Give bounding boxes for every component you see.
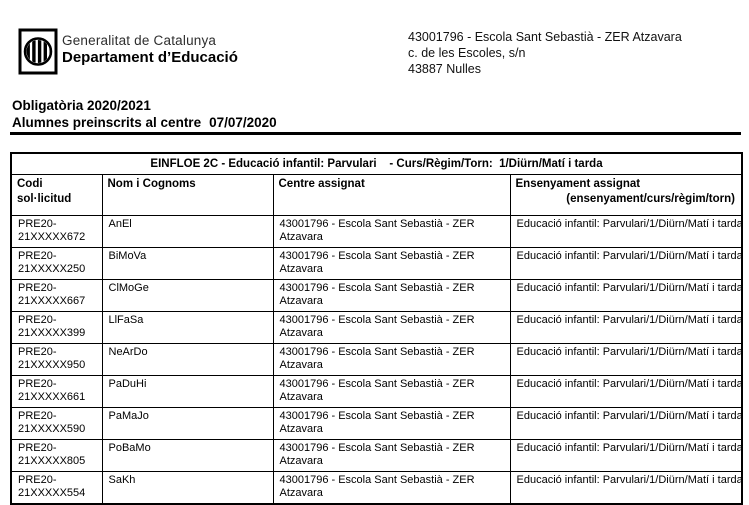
- col-header-centre: Centre assignat: [273, 175, 510, 216]
- cell-ensenyament: Educació infantil: Parvulari/1/Diürn/Matí i tarda: [510, 440, 742, 472]
- table-row: [11, 312, 742, 344]
- cell-centre: [273, 376, 510, 408]
- cell-centre: [273, 248, 510, 280]
- centre-line1: 43001796 - Escola Sant Sebastià - ZER: [279, 378, 475, 390]
- cell-ensenyament: Educació infantil: Parvulari/1/Diürn/Matí i tarda: [510, 376, 742, 408]
- cell-centre: [273, 344, 510, 376]
- centre-line1: 43001796 - Escola Sant Sebastià - ZER: [279, 282, 475, 294]
- codi-line1: PRE20-: [18, 218, 57, 230]
- cell-centre: [273, 312, 510, 344]
- codi-line2: 21XXXXX399: [18, 327, 86, 339]
- codi-line2: 21XXXXX950: [18, 359, 86, 371]
- table-row: [11, 216, 742, 248]
- centre-line2: Atzavara: [279, 295, 323, 307]
- table-row: [11, 408, 742, 440]
- centre-line1: 43001796 - Escola Sant Sebastià - ZER: [279, 346, 475, 358]
- cell-ensenyament: Educació infantil: Parvulari/1/Diürn/Matí i tarda: [510, 312, 742, 344]
- cell-centre: [273, 440, 510, 472]
- centre-line1: 43001796 - Escola Sant Sebastià - ZER: [279, 314, 475, 326]
- cell-codi: [11, 216, 102, 248]
- table-row: [11, 280, 742, 312]
- title-divider-rule: [10, 132, 741, 135]
- org-name-line2: Departament d’Educació: [62, 49, 238, 66]
- codi-line2: 21XXXXX661: [18, 391, 86, 403]
- centre-line1: 43001796 - Escola Sant Sebastià - ZER: [279, 410, 475, 422]
- cell-centre: [273, 216, 510, 248]
- table-header-row: [11, 175, 742, 216]
- org-name-line1: Generalitat de Catalunya: [62, 33, 217, 48]
- centre-line1: 43001796 - Escola Sant Sebastià - ZER: [279, 218, 475, 230]
- centre-line1: 43001796 - Escola Sant Sebastià - ZER: [279, 442, 475, 454]
- centre-line2: Atzavara: [279, 327, 323, 339]
- group-title: EINFLOE 2C - Educació infantil: Parvulari - Curs/Règim/Torn: 1/Diürn/Matí i tarda: [11, 153, 742, 175]
- cell-codi: [11, 344, 102, 376]
- centre-line2: Atzavara: [279, 263, 323, 275]
- table-row: [11, 472, 742, 505]
- group-title-row: [11, 153, 742, 175]
- col-header-codi-line1: Codi: [17, 178, 43, 190]
- codi-line1: PRE20-: [18, 314, 57, 326]
- cell-nom: LlFaSa: [102, 312, 273, 344]
- cell-codi: [11, 376, 102, 408]
- codi-line2: 21XXXXX250: [18, 263, 86, 275]
- cell-nom: PaDuHi: [102, 376, 273, 408]
- cell-nom: NeArDo: [102, 344, 273, 376]
- col-header-nom: Nom i Cognoms: [102, 175, 273, 216]
- cell-codi: [11, 472, 102, 505]
- cell-codi: [11, 440, 102, 472]
- codi-line2: 21XXXXX805: [18, 455, 86, 467]
- preinscrits-table: [10, 152, 743, 505]
- report-title-block: [12, 97, 277, 131]
- school-street: c. de les Escoles, s/n: [408, 46, 526, 60]
- report-title-line2: [12, 114, 277, 131]
- cell-codi: [11, 312, 102, 344]
- cell-codi: [11, 280, 102, 312]
- codi-line1: PRE20-: [18, 474, 57, 486]
- centre-line2: Atzavara: [279, 359, 323, 371]
- cell-nom: SaKh: [102, 472, 273, 505]
- col-header-ensenyament: [510, 175, 742, 216]
- school-address-block: [408, 29, 682, 77]
- centre-line2: Atzavara: [279, 455, 323, 467]
- cell-nom: BiMoVa: [102, 248, 273, 280]
- codi-line1: PRE20-: [18, 378, 57, 390]
- cell-ensenyament: Educació infantil: Parvulari/1/Diürn/Matí i tarda: [510, 248, 742, 280]
- generalitat-logo: [18, 28, 58, 75]
- org-name-block: [62, 33, 238, 66]
- col-header-ens-line2: (ensenyament/curs/règim/torn): [566, 193, 735, 205]
- centre-line2: Atzavara: [279, 487, 323, 499]
- centre-line2: Atzavara: [279, 231, 323, 243]
- cell-centre: [273, 472, 510, 505]
- codi-line2: 21XXXXX590: [18, 423, 86, 435]
- table-row: [11, 376, 742, 408]
- cell-nom: ClMoGe: [102, 280, 273, 312]
- school-name: 43001796 - Escola Sant Sebastià - ZER Atzavara: [408, 30, 682, 44]
- cell-ensenyament: Educació infantil: Parvulari/1/Diürn/Matí i tarda: [510, 344, 742, 376]
- report-subtitle: Alumnes preinscrits al centre: [12, 115, 202, 130]
- cell-nom: PaMaJo: [102, 408, 273, 440]
- centre-line2: Atzavara: [279, 423, 323, 435]
- codi-line2: 21XXXXX554: [18, 487, 86, 499]
- centre-line2: Atzavara: [279, 391, 323, 403]
- cell-ensenyament: Educació infantil: Parvulari/1/Diürn/Matí i tarda: [510, 408, 742, 440]
- codi-line2: 21XXXXX667: [18, 295, 86, 307]
- col-header-codi-line2: sol·licitud: [17, 193, 72, 205]
- cell-ensenyament: Educació infantil: Parvulari/1/Diürn/Matí i tarda: [510, 216, 742, 248]
- report-date: 07/07/2020: [209, 115, 277, 130]
- school-city: 43887 Nulles: [408, 62, 481, 76]
- codi-line1: PRE20-: [18, 346, 57, 358]
- senyera-icon: [18, 28, 58, 75]
- codi-line1: PRE20-: [18, 442, 57, 454]
- report-title-line1: Obligatòria 2020/2021: [12, 98, 151, 113]
- cell-nom: AnEl: [102, 216, 273, 248]
- cell-nom: PoBaMo: [102, 440, 273, 472]
- cell-centre: [273, 280, 510, 312]
- cell-ensenyament: Educació infantil: Parvulari/1/Diürn/Matí i tarda: [510, 472, 742, 505]
- col-header-ens-line1: Ensenyament assignat: [515, 178, 641, 190]
- cell-codi: [11, 248, 102, 280]
- cell-codi: [11, 408, 102, 440]
- cell-centre: [273, 408, 510, 440]
- table-row: [11, 248, 742, 280]
- centre-line1: 43001796 - Escola Sant Sebastià - ZER: [279, 474, 475, 486]
- centre-line1: 43001796 - Escola Sant Sebastià - ZER: [279, 250, 475, 262]
- codi-line1: PRE20-: [18, 410, 57, 422]
- table-row: [11, 440, 742, 472]
- cell-ensenyament: Educació infantil: Parvulari/1/Diürn/Matí i tarda: [510, 280, 742, 312]
- col-header-codi: [11, 175, 102, 216]
- codi-line1: PRE20-: [18, 282, 57, 294]
- codi-line1: PRE20-: [18, 250, 57, 262]
- table-row: [11, 344, 742, 376]
- codi-line2: 21XXXXX672: [18, 231, 86, 243]
